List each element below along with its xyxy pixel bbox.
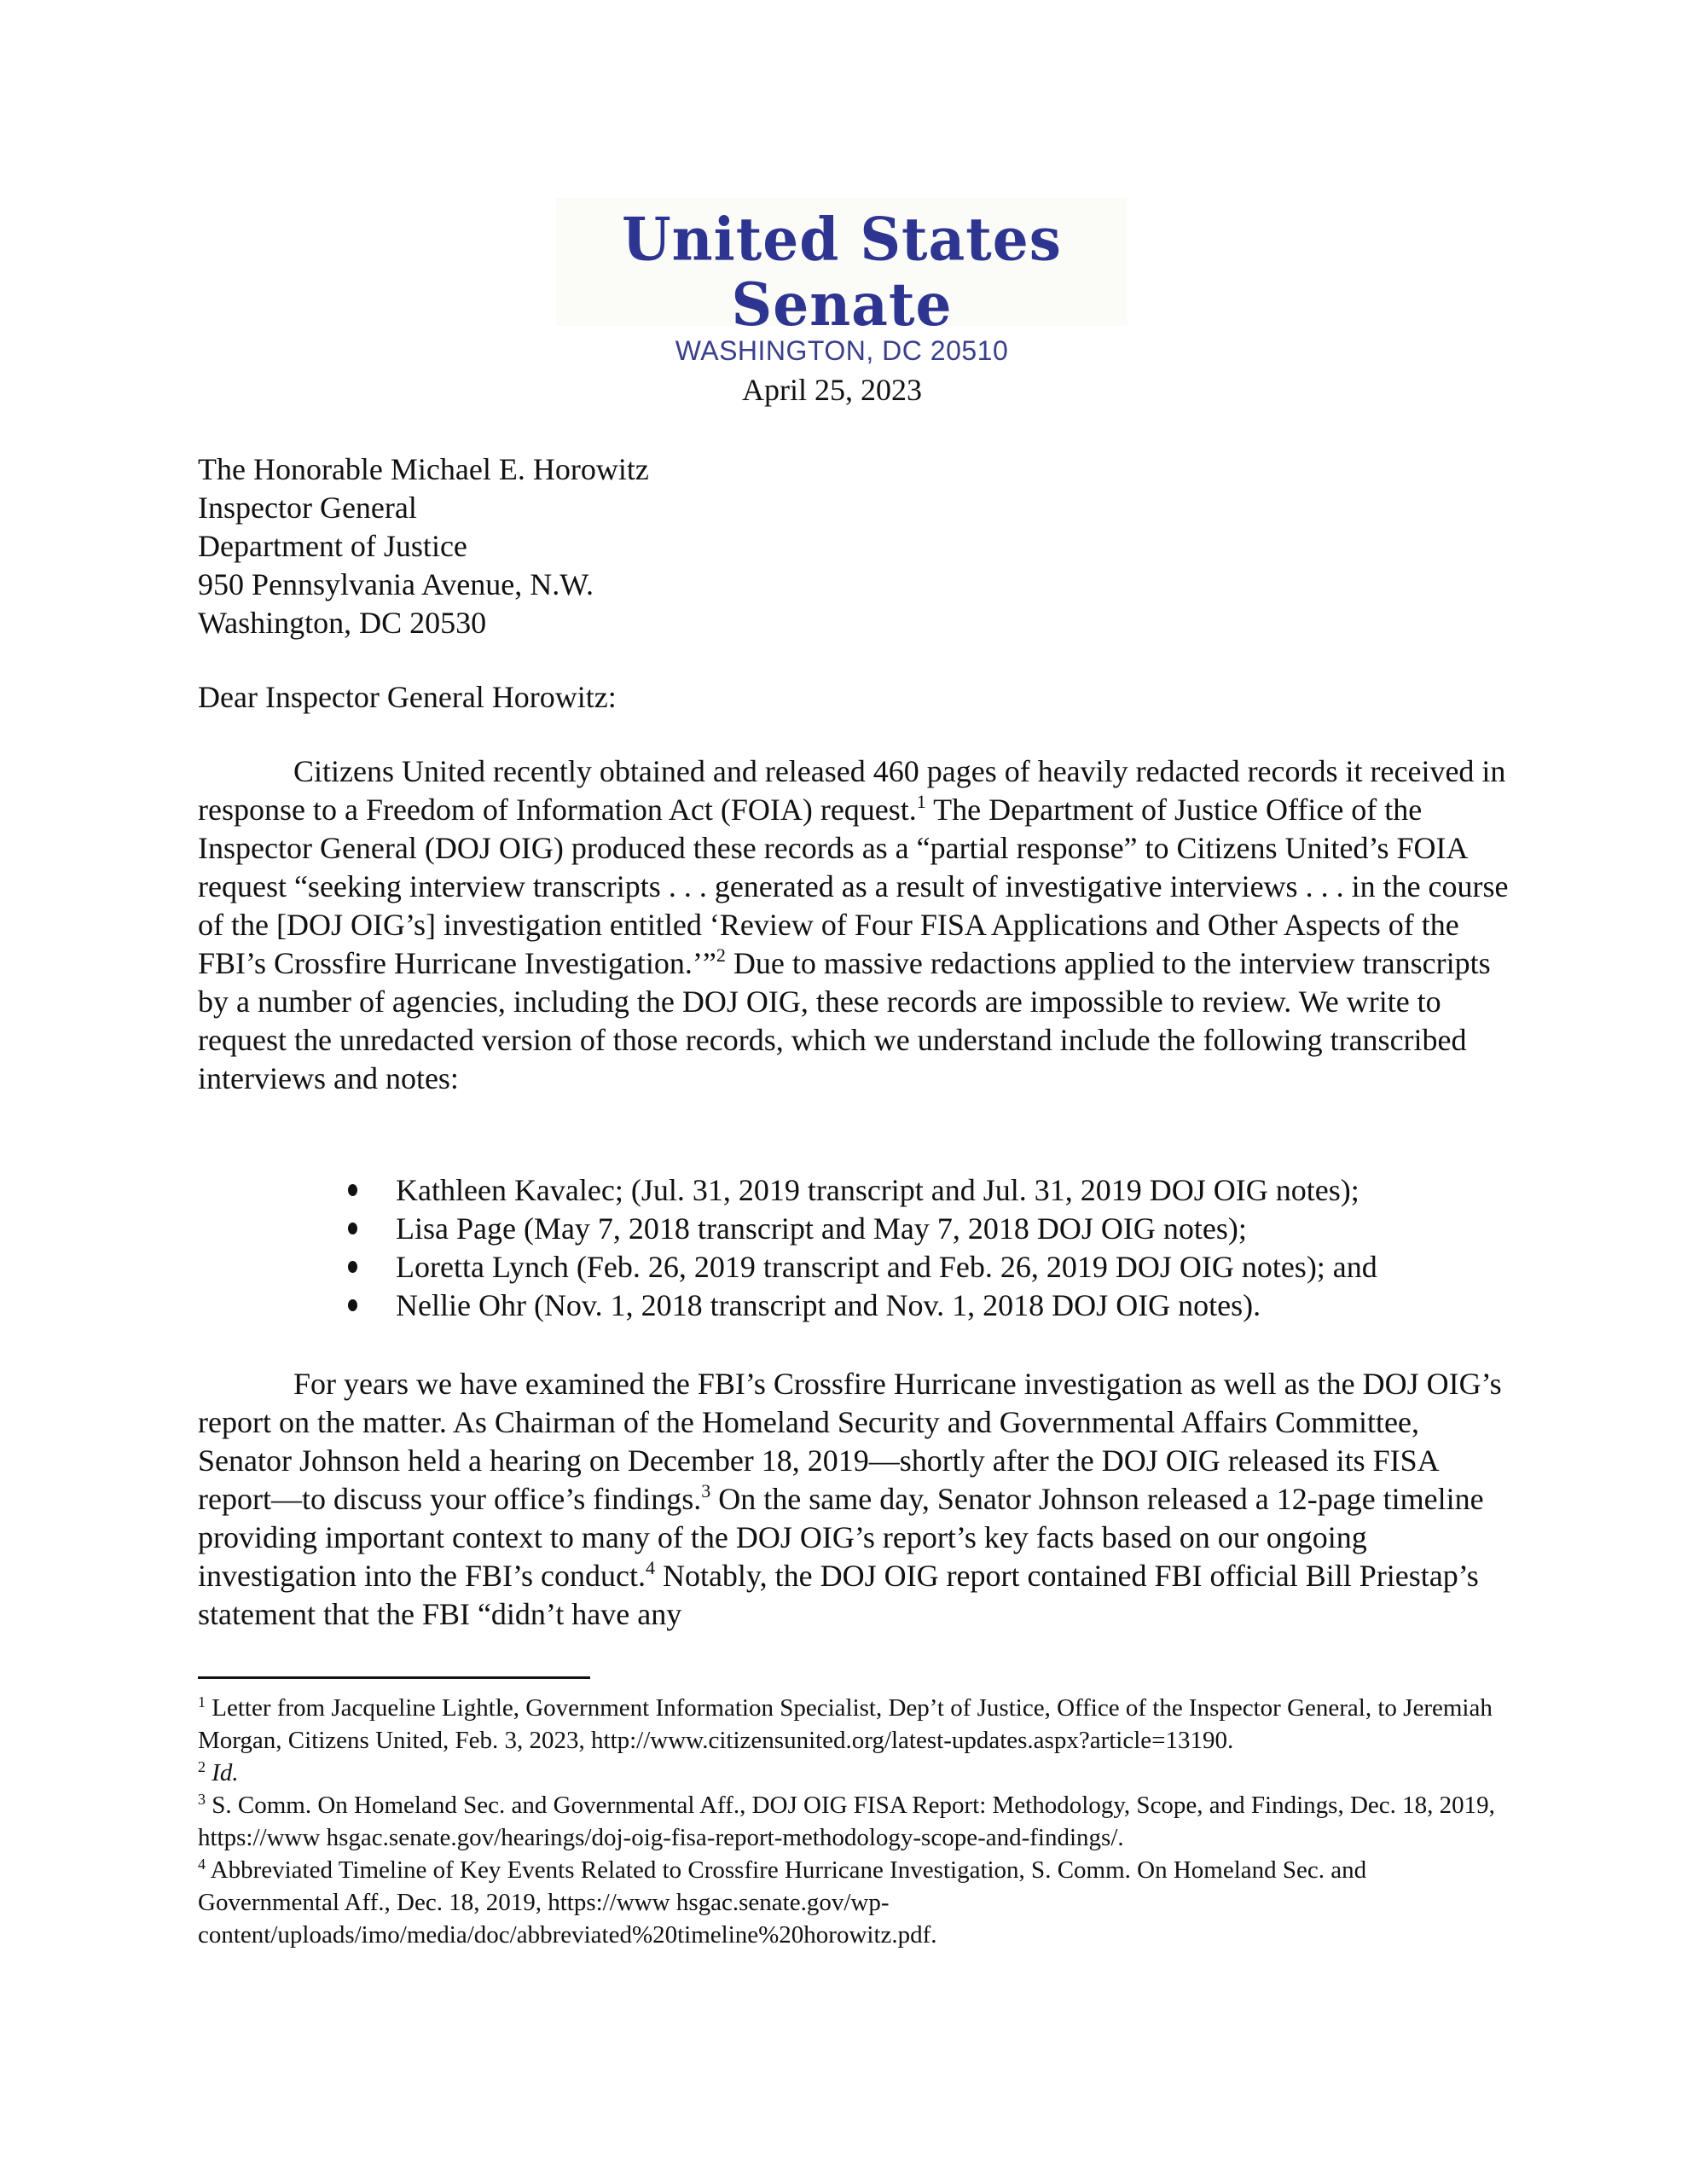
footnote-number: 4 (198, 1856, 206, 1873)
letter-date: April 25, 2023 (742, 373, 922, 407)
list-item-text: Nellie Ohr (Nov. 1, 2018 transcript and Nov. 1, 2018 DOJ OIG notes). (396, 1288, 1261, 1322)
footnote-text: Letter from Jacqueline Lightle, Government Information Specialist, Dep’t of Justice, Office of the Inspector General, to Jeremiah Morgan, Citizens United, Feb. 3, 2023, http://www.citizensunited.org/latest-updates.aspx?article=13190. (198, 1694, 1493, 1754)
recipient-line: Washington, DC 20530 (198, 606, 487, 640)
footnote-number: 2 (198, 1758, 206, 1775)
footnote-divider (198, 1676, 590, 1679)
paragraph-text: The Department of Justice Office of the Inspector General (DOJ OIG) produced these records as a “partial response” to Citizens United’s FOIA request “seeking interview transcripts . . . generated as a result of investigative interviews . . . in the course of the [DOJ OIG’s] investigation entitled ‘Review of Four FISA Applications and Other Aspects of the FBI’s Crossfire Hurricane Investigation.’” (198, 793, 1509, 980)
footnote-number: 3 (198, 1791, 206, 1808)
footnote-1 (198, 1692, 1511, 1757)
bullet-icon (348, 1299, 357, 1311)
footnote-text: Abbreviated Timeline of Key Events Related to Crossfire Hurricane Investigation, S. Comm. On Homeland Sec. and Governmental Aff., Dec. 18, 2019, https://www hsgac.senate.gov/wp-content/uploads/imo/media/doc/abbreviated%20timeline%20horowitz.pdf. (198, 1856, 1367, 1949)
footnote-text: S. Comm. On Homeland Sec. and Governmental Aff., DOJ OIG FISA Report: Methodology, Scope, and Findings, Dec. 18, 2019, https://www hsgac.senate.gov/hearings/doj-oig-fisa-report-methodology-scope-and-findings/. (198, 1792, 1495, 1851)
footnote-text: Id. (206, 1759, 239, 1786)
paragraph-text: For years we have examined the FBI’s Crossfire Hurricane investigation as well as the DOJ OIG’s report on the matter. As Chairman of the Homeland Security and Governmental Affairs Committee, Senator Johnson held a hearing on December 18, 2019—shortly after the DOJ OIG released its FISA report—to discuss your office’s findings. (198, 1367, 1502, 1516)
recipient-line: Department of Justice (198, 529, 467, 563)
recipient-line: 950 Pennsylvania Avenue, N.W. (198, 567, 594, 601)
paragraph-text: Notably, the DOJ OIG report contained FBI official Bill Priestap’s statement that the FBI “didn’t have any (198, 1559, 1479, 1631)
paragraph-text: Due to massive redactions applied to the interview transcripts by a number of agencies, including the DOJ OIG, these records are impossible to review. We write to request the unredacted version of those records, which we understand include the following transcribed interviews and notes: (198, 946, 1491, 1095)
list-item-text: Loretta Lynch (Feb. 26, 2019 transcript and Feb. 26, 2019 DOJ OIG notes); and (396, 1250, 1377, 1284)
list-item (348, 1287, 1491, 1325)
paragraph-text: Citizens United recently obtained and released 460 pages of heavily redacted records it received in response to a Freedom of Information Act (FOIA) request. (198, 754, 1506, 827)
footnote-2 (198, 1757, 1511, 1789)
footnotes (198, 1692, 1511, 1951)
list-item (348, 1248, 1491, 1287)
footnote-ref-2[interactable]: 2 (716, 944, 726, 966)
list-item-text: Kathleen Kavalec; (Jul. 31, 2019 transcript and Jul. 31, 2019 DOJ OIG notes); (396, 1173, 1359, 1207)
letterhead-address: WASHINGTON, DC 20510 (675, 335, 1009, 367)
letterhead (556, 198, 1128, 367)
list-item (348, 1171, 1491, 1210)
recipient-line: The Honorable Michael E. Horowitz (198, 452, 649, 486)
paragraph-1 (198, 752, 1511, 1098)
paragraph-text: On the same day, Senator Johnson released a 12-page timeline providing important context to many of the DOJ OIG’s report’s key facts based on our ongoing investigation into the FBI’s conduct. (198, 1482, 1484, 1593)
footnote-ref-4[interactable]: 4 (645, 1557, 655, 1578)
footnote-ref-3[interactable]: 3 (701, 1480, 711, 1502)
footnote-ref-1[interactable]: 1 (916, 791, 926, 812)
paragraph-2 (198, 1365, 1511, 1634)
list-item (348, 1210, 1491, 1248)
footnote-4 (198, 1854, 1511, 1951)
recipient-line: Inspector General (198, 491, 417, 525)
bullet-icon (348, 1184, 357, 1196)
list-item-text: Lisa Page (May 7, 2018 transcript and May 7, 2018 DOJ OIG notes); (396, 1211, 1247, 1246)
footnote-number: 1 (198, 1693, 206, 1711)
salutation: Dear Inspector General Horowitz: (198, 680, 617, 714)
letterhead-title: United States Senate (622, 204, 1062, 340)
bullet-icon (348, 1223, 357, 1234)
interview-list (348, 1171, 1491, 1325)
footnote-3 (198, 1789, 1511, 1854)
recipient-address (198, 450, 1511, 642)
bullet-icon (348, 1261, 357, 1273)
